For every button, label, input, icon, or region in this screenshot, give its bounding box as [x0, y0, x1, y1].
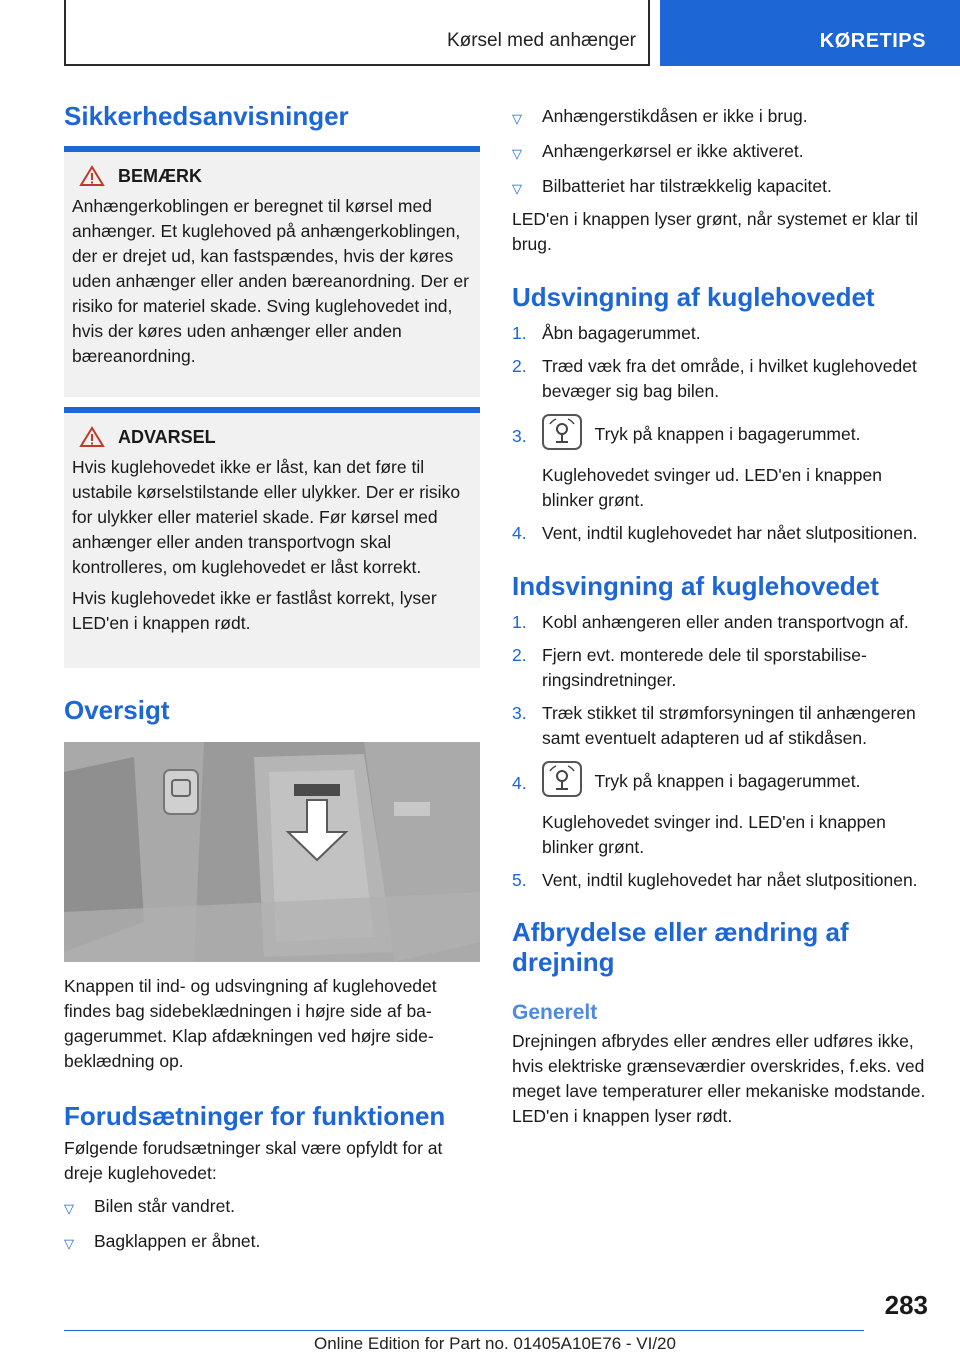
step-item [512, 521, 928, 546]
prereq-intro: Følgende forudsætninger skal være opfyldt for at dreje kuglehovedet: [64, 1138, 443, 1183]
step-item [512, 414, 928, 513]
warning-text-1: Hvis kuglehovedet ikke er låst, kan det føre til ustabile kørselstilstande eller ulykker. Der er risiko for ulykker eller materiel skade. Før kørsel med anhænger eller anden transportvogn skal kontrolleres, om kuglehovedet er låst korrekt. [72, 457, 461, 577]
warning-title: ADVARSEL [118, 427, 216, 447]
photo-caption: Knappen til ind- og udsvingning af kuglehovedet findes bag sidebeklædningen i højre side af bagagerummet. Klap afdækningen ved højre sidebeklædning op. [64, 976, 437, 1071]
warning-triangle-icon [72, 165, 112, 187]
list-item-text: Bilbatteriet har tilstrækkelig kapacitet. [542, 176, 832, 196]
list-item [512, 104, 928, 131]
list-item [64, 1229, 480, 1256]
heading-overview: Oversigt [64, 695, 170, 725]
heading-interruption: Afbrydelse eller ændring af drejning [512, 917, 849, 977]
step-body [542, 414, 928, 513]
step-text: Træk stikket til strømforsyningen til anhængeren samt eventuelt adapteren ud af stikdåsen. [542, 703, 916, 748]
step-item [512, 701, 928, 751]
heading-swing-out: Udsvingning af kuglehovedet [512, 282, 875, 312]
page-number: 283 [884, 1290, 928, 1320]
general-text: Drejningen afbrydes eller ændres eller udføres ikke, hvis elektriske grænseværdier overskrides, f.eks. ved meget lave temperaturer eller mekaniske modstande. LED'en i knappen lyser rødt. [512, 1031, 926, 1126]
warning-box [64, 413, 480, 668]
step-number: 4. [512, 773, 527, 793]
step-text: Vent, indtil kuglehovedet har nået slutpositionen. [542, 870, 918, 890]
step-item [512, 761, 928, 860]
right-column [512, 100, 928, 1129]
step-text: Åbn bagagerummet. [542, 323, 701, 343]
step-result: Kuglehovedet svinger ind. LED'en i knappen blinker grønt. [542, 812, 886, 857]
step-item [512, 321, 928, 346]
triangle-bullet-icon: ▽ [512, 111, 522, 126]
step-result: Kuglehovedet svinger ud. LED'en i knappen blinker grønt. [542, 465, 882, 510]
edition-line: Online Edition for Part no. 01405A10E76 - VI/20 [314, 1334, 676, 1353]
subheading-general: Generelt [512, 1001, 598, 1024]
heading-prerequisites: Forudsætninger for funktionen [64, 1101, 446, 1131]
step-number: 1. [512, 612, 527, 632]
step-text: Træd væk fra det område, i hvilket kuglehovedet bevæger sig bag bilen. [542, 356, 917, 401]
step-item [512, 868, 928, 893]
step-item [512, 354, 928, 404]
triangle-bullet-icon: ▽ [64, 1236, 74, 1251]
step-number: 1. [512, 323, 527, 343]
list-item-text: Bagklappen er åbnet. [94, 1231, 261, 1251]
page-header [64, 0, 960, 66]
step-number: 3. [512, 703, 527, 723]
section-title: Kørsel med anhænger [446, 30, 636, 51]
list-item [512, 174, 928, 201]
note-text: Anhængerkoblingen er beregnet til kørsel med anhænger. Et kuglehoved på anhængerkoblingen, der er drejet ud, kan fastspændes, hvis der køres uden anhænger eller anden bæreanordning. Der er risiko for materiel skade. Sving kuglehovedet ind, hvis der køres uden anhænger eller anden bæreanordning. [72, 196, 469, 366]
note-header [72, 164, 472, 188]
step-number: 4. [512, 523, 527, 543]
step-number: 2. [512, 356, 527, 376]
note-title: BEMÆRK [118, 166, 202, 186]
step-number: 5. [512, 870, 527, 890]
step-body [542, 761, 928, 860]
step-text: Kobl anhængeren eller anden transportvogn af. [542, 612, 909, 632]
step-text: Fjern evt. monterede dele til sporstabiliseringsindretninger. [542, 645, 867, 690]
step-text: Tryk på knappen i bagagerummet. [594, 424, 861, 445]
list-item-text: Anhængerkørsel er ikke aktiveret. [542, 141, 804, 161]
trailer-hitch-button-icon [542, 414, 582, 457]
step-number: 3. [512, 426, 527, 446]
trunk-photo [64, 742, 480, 962]
trailer-hitch-button-icon [542, 761, 582, 804]
step-number: 2. [512, 645, 527, 665]
triangle-bullet-icon: ▽ [512, 146, 522, 161]
heading-safety: Sikkerhedsanvisninger [64, 101, 349, 131]
list-item-text: Anhængerstikdåsen er ikke i brug. [542, 106, 808, 126]
list-item-text: Bilen står vandret. [94, 1196, 236, 1216]
left-column [64, 100, 480, 1256]
note-box [64, 152, 480, 397]
warning-header [72, 425, 472, 449]
footer-rule [64, 1330, 864, 1331]
chapter-tab [660, 0, 960, 66]
list-item [512, 139, 928, 166]
warning-triangle-icon [72, 426, 112, 448]
triangle-bullet-icon: ▽ [64, 1201, 74, 1216]
heading-swing-in: Indsvingning af kuglehovedet [512, 571, 879, 601]
step-text: Tryk på knappen i bagagerummet. [594, 771, 861, 792]
triangle-bullet-icon: ▽ [512, 181, 522, 196]
step-item [512, 610, 928, 635]
warning-text-2: Hvis kuglehovedet ikke er fastlåst korrekt, lyser LED'en i knappen rødt. [72, 588, 437, 633]
step-text: Vent, indtil kuglehovedet har nået slutpositionen. [542, 523, 918, 543]
header-section-box [64, 0, 650, 66]
step-item [512, 643, 928, 693]
prereq-outro: LED'en i knappen lyser grønt, når systemet er klar til brug. [512, 209, 919, 254]
chapter-title: KØRETIPS [819, 30, 926, 52]
list-item [64, 1194, 480, 1221]
